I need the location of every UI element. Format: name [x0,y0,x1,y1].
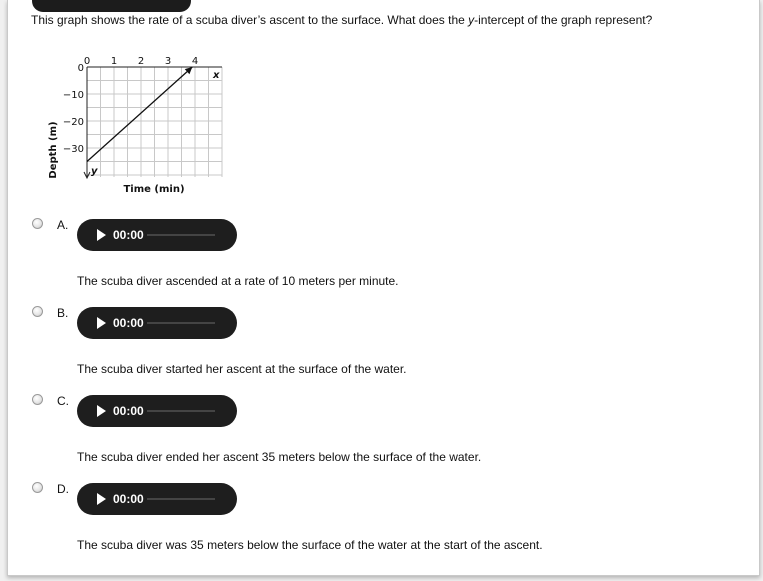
depth-time-graph [44,52,234,202]
audio-player-question[interactable] [32,0,191,12]
y-tick-label: 0 [77,63,84,74]
option-a-letter: A. [57,218,69,232]
option-d-text: The scuba diver was 35 meters below the surface of the water at the start of the ascent. [77,538,543,552]
graph-grid [84,67,222,178]
y-tick-label: −10 [62,90,84,101]
x-tick-label: 3 [164,56,172,67]
option-b-letter: B. [57,306,69,320]
y-axis-label: Depth (m) [48,121,59,179]
option-b-audio-player[interactable] [77,307,237,339]
option-c-radio[interactable] [32,394,43,405]
play-icon[interactable] [97,405,106,417]
x-tick-labels [84,56,198,67]
y-tick-label: −30 [62,144,84,155]
option-d-audio-player[interactable] [77,483,237,515]
series-line [87,67,192,162]
x-tick-label: 1 [110,56,118,67]
option-d-letter: D. [57,482,69,496]
question-text: This graph shows the rate of a scuba diver’s ascent to the surface. What does the y-intercept of the graph represent? [31,13,653,27]
y-tick-label: −20 [62,117,84,128]
y-tick-labels [63,63,84,155]
option-b-time: 00:00 [113,316,144,330]
x-tick-label: 4 [191,56,199,67]
x-tick-label: 2 [137,56,145,67]
y-axis-variable: y [91,166,98,177]
play-icon[interactable] [97,229,106,241]
x-axis-label: Time (min) [123,184,185,195]
series-layer [87,67,192,162]
option-a-audio-player[interactable] [77,219,237,251]
option-c-time: 00:00 [113,404,144,418]
option-c-progress-track[interactable] [147,410,215,412]
option-d-time: 00:00 [113,492,144,506]
option-c-text: The scuba diver ended her ascent 35 meters below the surface of the water. [77,450,482,464]
option-b-progress-track[interactable] [147,322,215,324]
option-a-progress-track[interactable] [147,234,215,236]
play-icon[interactable] [97,493,106,505]
option-c-audio-player[interactable] [77,395,237,427]
option-a-time: 00:00 [113,228,144,242]
x-tick-label: 0 [83,56,91,67]
option-a-radio[interactable] [32,218,43,229]
play-icon[interactable] [97,317,106,329]
question-card [7,0,760,576]
option-c-letter: C. [57,394,69,408]
option-b-text: The scuba diver started her ascent at the surface of the water. [77,362,407,376]
option-d-progress-track[interactable] [147,498,215,500]
x-axis-variable: x [213,70,220,81]
option-d-radio[interactable] [32,482,43,493]
option-a-text: The scuba diver ascended at a rate of 10 meters per minute. [77,274,399,288]
option-b-radio[interactable] [32,306,43,317]
